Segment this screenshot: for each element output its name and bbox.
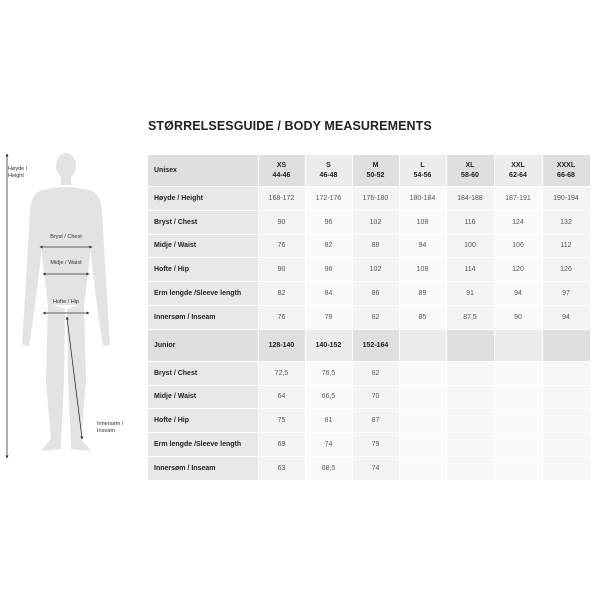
- empty-cell: [446, 456, 494, 480]
- empty-cell: [494, 385, 542, 409]
- table-row: [148, 433, 590, 457]
- junior-size-header: 152-164: [352, 329, 399, 361]
- table-cell: 88: [352, 234, 399, 258]
- table-row: [148, 187, 590, 211]
- table-cell: 180-184: [399, 187, 446, 211]
- row-label: Erm lengde /Sleeve length: [148, 433, 258, 457]
- table-cell: 90: [494, 305, 542, 329]
- empty-cell: [399, 329, 446, 361]
- table-row: [148, 456, 590, 480]
- height-label: Høyde / Height: [8, 166, 28, 179]
- junior-header: Junior: [148, 329, 258, 361]
- empty-cell: [446, 361, 494, 385]
- row-label: Bryst / Chest: [148, 361, 258, 385]
- body-figure: [0, 145, 150, 475]
- table-cell: 108: [399, 210, 446, 234]
- empty-cell: [542, 385, 590, 409]
- size-table: [148, 155, 591, 481]
- empty-cell: [446, 433, 494, 457]
- table-cell: 184-188: [446, 187, 494, 211]
- table-cell: 64: [258, 385, 305, 409]
- empty-cell: [446, 409, 494, 433]
- table-cell: 85: [399, 305, 446, 329]
- table-cell: 87: [352, 409, 399, 433]
- table-cell: 114: [446, 258, 494, 282]
- row-label: Bryst / Chest: [148, 210, 258, 234]
- row-label: Hofte / Hip: [148, 409, 258, 433]
- table-cell: 90: [258, 258, 305, 282]
- row-label: Innersøm / Inseam: [148, 456, 258, 480]
- table-cell: 63: [258, 456, 305, 480]
- size-header-xxxl: XXXL 66-68: [542, 155, 590, 187]
- size-header-xs: XS 44-46: [258, 155, 305, 187]
- unisex-header: Unisex: [148, 155, 258, 187]
- empty-cell: [399, 456, 446, 480]
- table-row: [148, 305, 590, 329]
- chest-label: Bryst / Chest: [50, 234, 82, 240]
- table-row: [148, 361, 590, 385]
- table-cell: 74: [305, 433, 352, 457]
- table-cell: 76: [258, 305, 305, 329]
- table-cell: 79: [352, 433, 399, 457]
- table-cell: 106: [494, 234, 542, 258]
- table-cell: 76: [258, 234, 305, 258]
- table-cell: 82: [305, 234, 352, 258]
- table-cell: 86: [352, 282, 399, 306]
- empty-cell: [542, 433, 590, 457]
- table-cell: 96: [305, 258, 352, 282]
- table-cell: 94: [494, 282, 542, 306]
- size-header-m: M 50-52: [352, 155, 399, 187]
- table-cell: 116: [446, 210, 494, 234]
- table-cell: 94: [542, 305, 590, 329]
- table-cell: 82: [352, 361, 399, 385]
- table-cell: 69: [258, 433, 305, 457]
- empty-cell: [542, 329, 590, 361]
- table-cell: 91: [446, 282, 494, 306]
- table-cell: 90: [258, 210, 305, 234]
- table-row: [148, 385, 590, 409]
- empty-cell: [542, 456, 590, 480]
- table-cell: 112: [542, 234, 590, 258]
- table-cell: 190-194: [542, 187, 590, 211]
- empty-cell: [399, 385, 446, 409]
- empty-cell: [446, 385, 494, 409]
- size-header-l: L 54-56: [399, 155, 446, 187]
- table-cell: 70: [352, 385, 399, 409]
- table-cell: 172-176: [305, 187, 352, 211]
- junior-size-header: 128-140: [258, 329, 305, 361]
- table-cell: 132: [542, 210, 590, 234]
- table-cell: 79: [305, 305, 352, 329]
- table-cell: 176-180: [352, 187, 399, 211]
- table-cell: 66,5: [305, 385, 352, 409]
- table-cell: 68,5: [305, 456, 352, 480]
- empty-cell: [494, 433, 542, 457]
- table-cell: 168-172: [258, 187, 305, 211]
- empty-cell: [399, 409, 446, 433]
- empty-cell: [399, 433, 446, 457]
- table-cell: 124: [494, 210, 542, 234]
- table-row: [148, 282, 590, 306]
- table-cell: 108: [399, 258, 446, 282]
- table-cell: 94: [399, 234, 446, 258]
- junior-header-row: [148, 329, 590, 361]
- empty-cell: [542, 361, 590, 385]
- junior-size-header: 140-152: [305, 329, 352, 361]
- size-header-s: S 46-48: [305, 155, 352, 187]
- waist-label: Midje / Waist: [50, 260, 82, 266]
- table-cell: 89: [399, 282, 446, 306]
- table-row: [148, 258, 590, 282]
- table-cell: 74: [352, 456, 399, 480]
- table-cell: 82: [258, 282, 305, 306]
- page-title: STØRRELSESGUIDE / BODY MEASUREMENTS: [148, 119, 432, 133]
- table-cell: 96: [305, 210, 352, 234]
- table-cell: 81: [305, 409, 352, 433]
- table-cell: 120: [494, 258, 542, 282]
- row-label: Innersøm / Inseam: [148, 305, 258, 329]
- empty-cell: [494, 329, 542, 361]
- empty-cell: [446, 329, 494, 361]
- size-header-xxl: XXL 62-64: [494, 155, 542, 187]
- table-cell: 100: [446, 234, 494, 258]
- table-cell: 97: [542, 282, 590, 306]
- empty-cell: [399, 361, 446, 385]
- table-row: [148, 210, 590, 234]
- human-silhouette-icon: [0, 145, 150, 475]
- table-cell: 102: [352, 210, 399, 234]
- hip-label: Hofte / Hip: [53, 299, 79, 305]
- empty-cell: [542, 409, 590, 433]
- empty-cell: [494, 456, 542, 480]
- unisex-header-row: [148, 155, 590, 187]
- size-header-xl: XL 58-60: [446, 155, 494, 187]
- empty-cell: [494, 361, 542, 385]
- row-label: Erm lengde /Sleeve length: [148, 282, 258, 306]
- table-cell: 75: [258, 409, 305, 433]
- table-cell: 187-191: [494, 187, 542, 211]
- table-cell: 87,5: [446, 305, 494, 329]
- table-cell: 126: [542, 258, 590, 282]
- table-row: [148, 409, 590, 433]
- row-label: Hofte / Hip: [148, 258, 258, 282]
- row-label: Høyde / Height: [148, 187, 258, 211]
- row-label: Midje / Waist: [148, 385, 258, 409]
- empty-cell: [494, 409, 542, 433]
- table-cell: 102: [352, 258, 399, 282]
- table-cell: 84: [305, 282, 352, 306]
- inseam-label: Innersøm / Inseam: [97, 421, 124, 434]
- table-cell: 76,5: [305, 361, 352, 385]
- table-row: [148, 234, 590, 258]
- row-label: Midje / Waist: [148, 234, 258, 258]
- table-cell: 72,5: [258, 361, 305, 385]
- table-cell: 82: [352, 305, 399, 329]
